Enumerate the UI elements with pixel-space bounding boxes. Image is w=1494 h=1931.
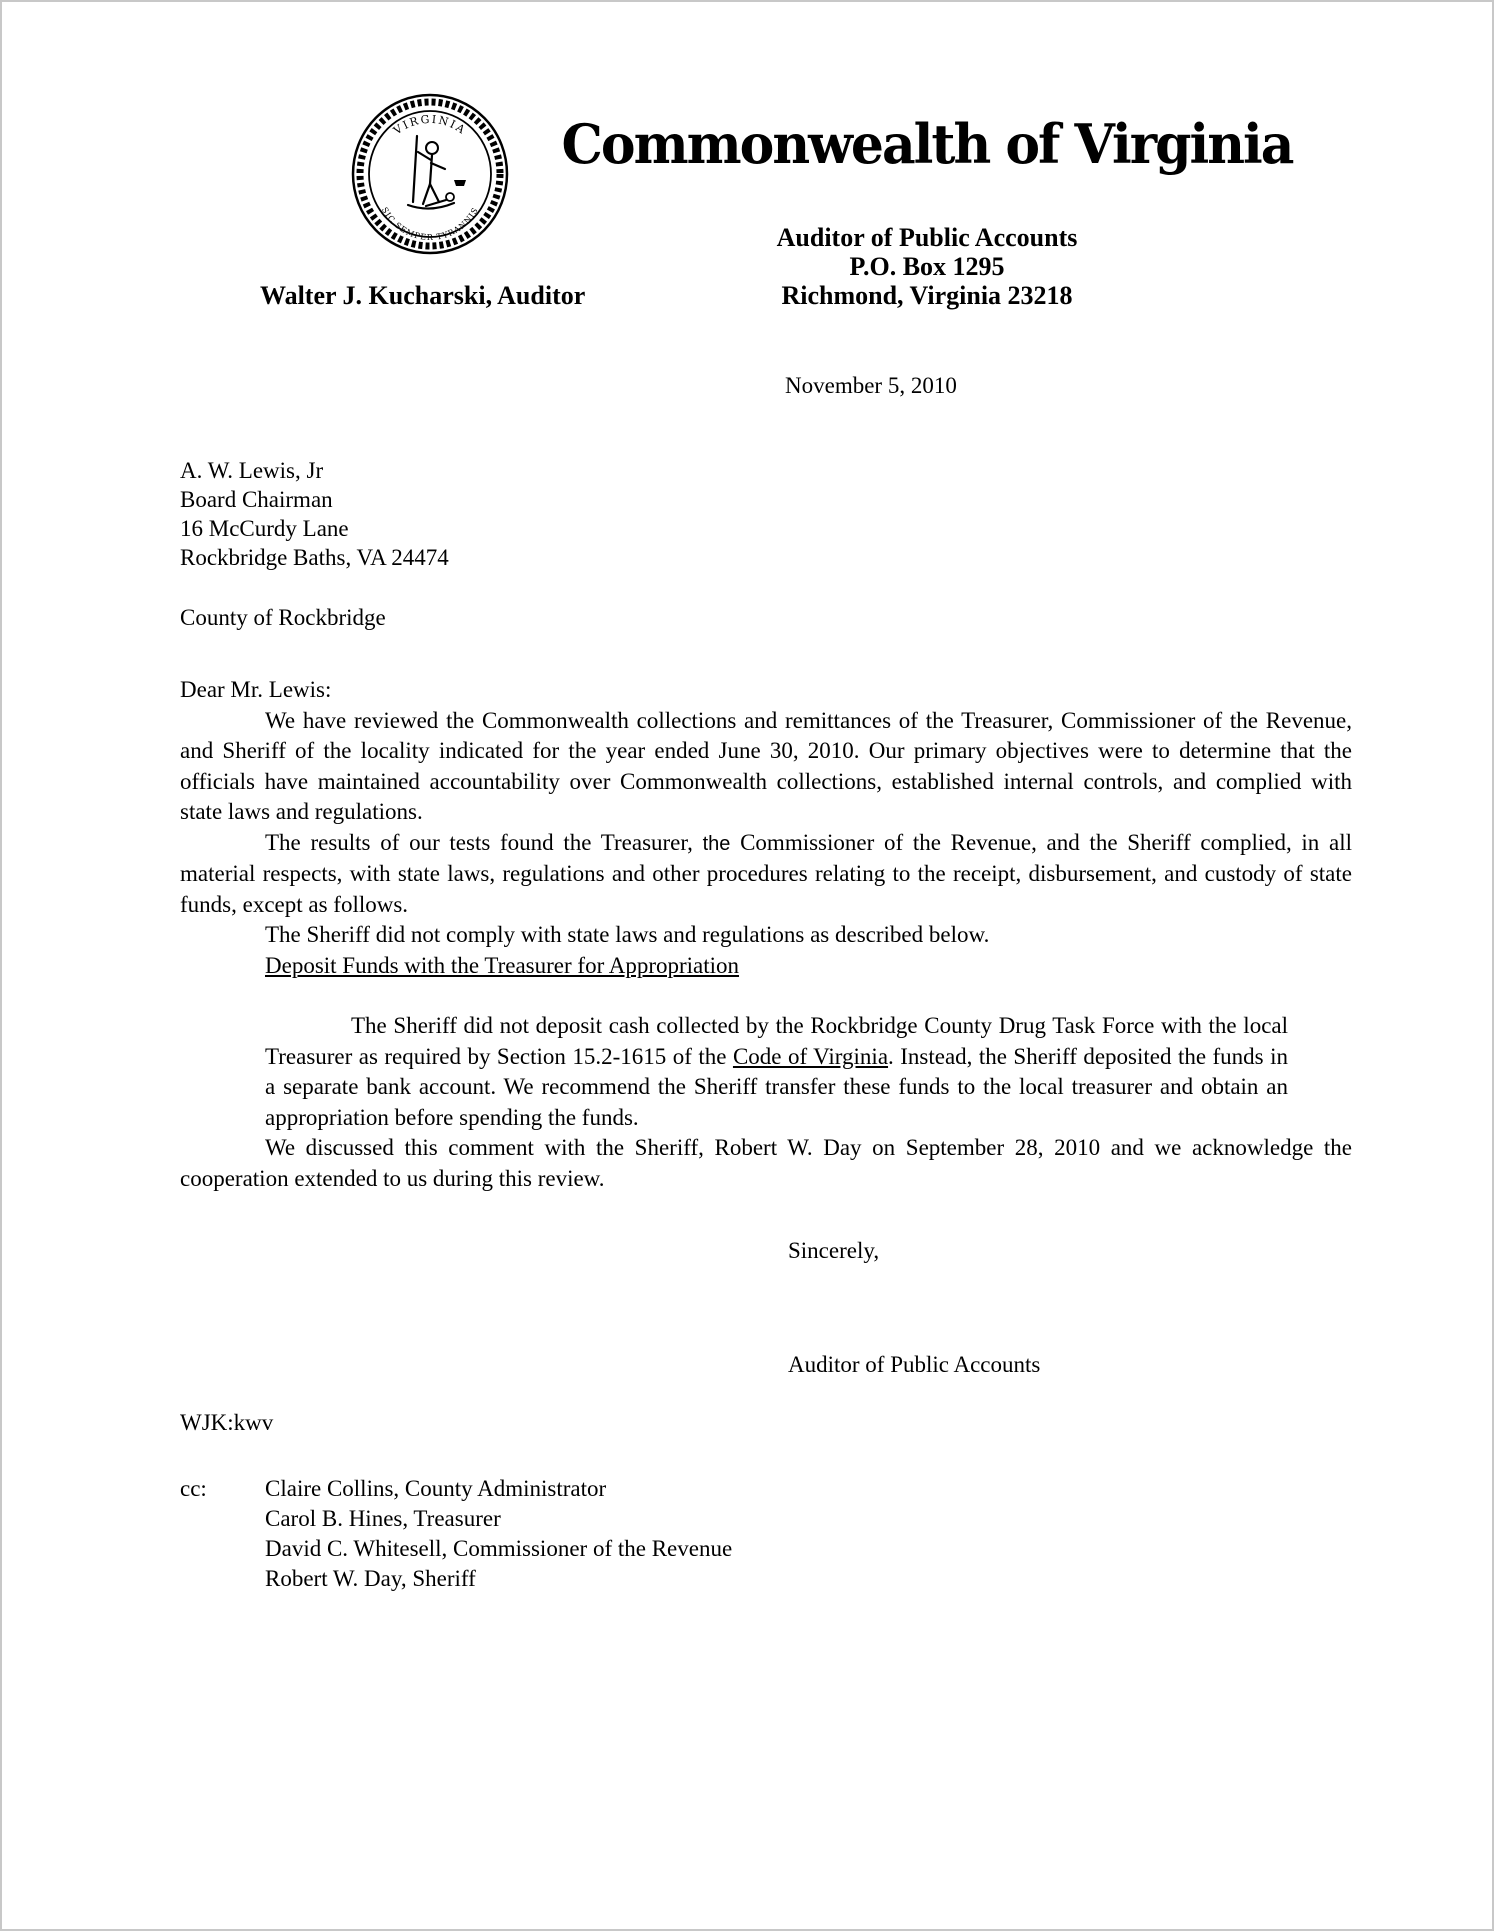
seal-bottom-text: SIC SEMPER TYRANNIS bbox=[379, 205, 481, 243]
recipient-name: A. W. Lewis, Jr bbox=[180, 457, 324, 483]
paragraph-finding-detail bbox=[265, 1011, 1288, 1133]
paragraph-test-results bbox=[180, 828, 1352, 921]
reference-initials: WJK:kwv bbox=[180, 1410, 274, 1435]
seal-figure bbox=[408, 136, 466, 209]
code-of-virginia-citation: Code of Virginia bbox=[732, 1043, 889, 1069]
seal-top-text: VIRGINIA bbox=[391, 112, 469, 138]
recipient-street: 16 McCurdy Lane bbox=[180, 515, 349, 541]
cc-item-treasurer: Carol B. Hines, Treasurer bbox=[265, 1505, 501, 1531]
cc-block bbox=[180, 1474, 1352, 1594]
office-name: Auditor of Public Accounts bbox=[776, 223, 1078, 252]
office-po-box: P.O. Box 1295 bbox=[849, 252, 1005, 281]
cc-item-commissioner-of-revenue: David C. Whitesell, Commissioner of the Revenue bbox=[265, 1535, 733, 1561]
cc-label: cc: bbox=[180, 1475, 207, 1501]
salutation: Dear Mr. Lewis: bbox=[180, 677, 332, 702]
cc-item-sheriff: Robert W. Day, Sheriff bbox=[265, 1565, 476, 1591]
auditor-name: Walter J. Kucharski, Auditor bbox=[260, 281, 586, 310]
paragraph-discussion: We discussed this comment with the Sheriff, Robert W. Day on September 28, 2010 and we acknowledge the cooperation extended to us during this review. bbox=[180, 1135, 1352, 1191]
signature-title: Auditor of Public Accounts bbox=[788, 1351, 1041, 1377]
finding-heading: Deposit Funds with the Treasurer for Appropriation bbox=[265, 952, 740, 978]
paragraph-noncompliance: The Sheriff did not comply with state laws and regulations as described below. bbox=[265, 922, 990, 947]
virginia-state-seal-icon bbox=[350, 92, 510, 256]
letter-body bbox=[180, 371, 1352, 1594]
letter-date: November 5, 2010 bbox=[785, 373, 957, 398]
letterhead bbox=[2, 2, 1492, 332]
paragraph-test-results-alt-word: the bbox=[702, 832, 731, 855]
recipient-title: Board Chairman bbox=[180, 486, 333, 512]
closing-line: Sincerely, bbox=[788, 1238, 880, 1263]
cc-list bbox=[265, 1474, 732, 1594]
office-city-line: Richmond, Virginia 23218 bbox=[781, 281, 1073, 310]
letterhead-office-block bbox=[702, 223, 1152, 310]
cc-item-county-administrator: Claire Collins, County Administrator bbox=[265, 1475, 607, 1501]
recipient-address-block bbox=[180, 456, 1352, 572]
finding-text: The Sheriff did not deposit cash collected by the Rockbridge County Drug Task Force with the local Treasurer as required by Section 15.2-1615 of the bbox=[265, 1013, 1288, 1069]
paragraph-test-results-text-2: Commissioner of the Revenue, and the Sheriff complied, in all material respects, with state laws, regulations and other procedures relating to the receipt, disbursement, and custody of state funds, except as follows. bbox=[180, 829, 1352, 917]
recipient-city: Rockbridge Baths, VA 24474 bbox=[180, 544, 449, 570]
locality-line: County of Rockbridge bbox=[180, 604, 386, 630]
paragraph-test-results-text: The results of our tests found the Treasurer, bbox=[265, 829, 703, 855]
letterhead-title: Commonwealth of Virginia bbox=[561, 112, 1293, 177]
paragraph-review-scope: We have reviewed the Commonwealth collections and remittances of the Treasurer, Commissioner of the Revenue, and Sheriff of the locality indicated for the year ended June 30, 2010. Our primary objectives were to determine that the officials have maintained accountability over Commonwealth collections, established internal controls, and complied with state laws and regulations. bbox=[180, 707, 1352, 824]
finding-text-2: . Instead, the Sheriff deposited the funds in a separate bank account. We recommend the Sheriff transfer these funds to the local treasurer and obtain an appropriation before spending the funds. bbox=[265, 1043, 1288, 1130]
